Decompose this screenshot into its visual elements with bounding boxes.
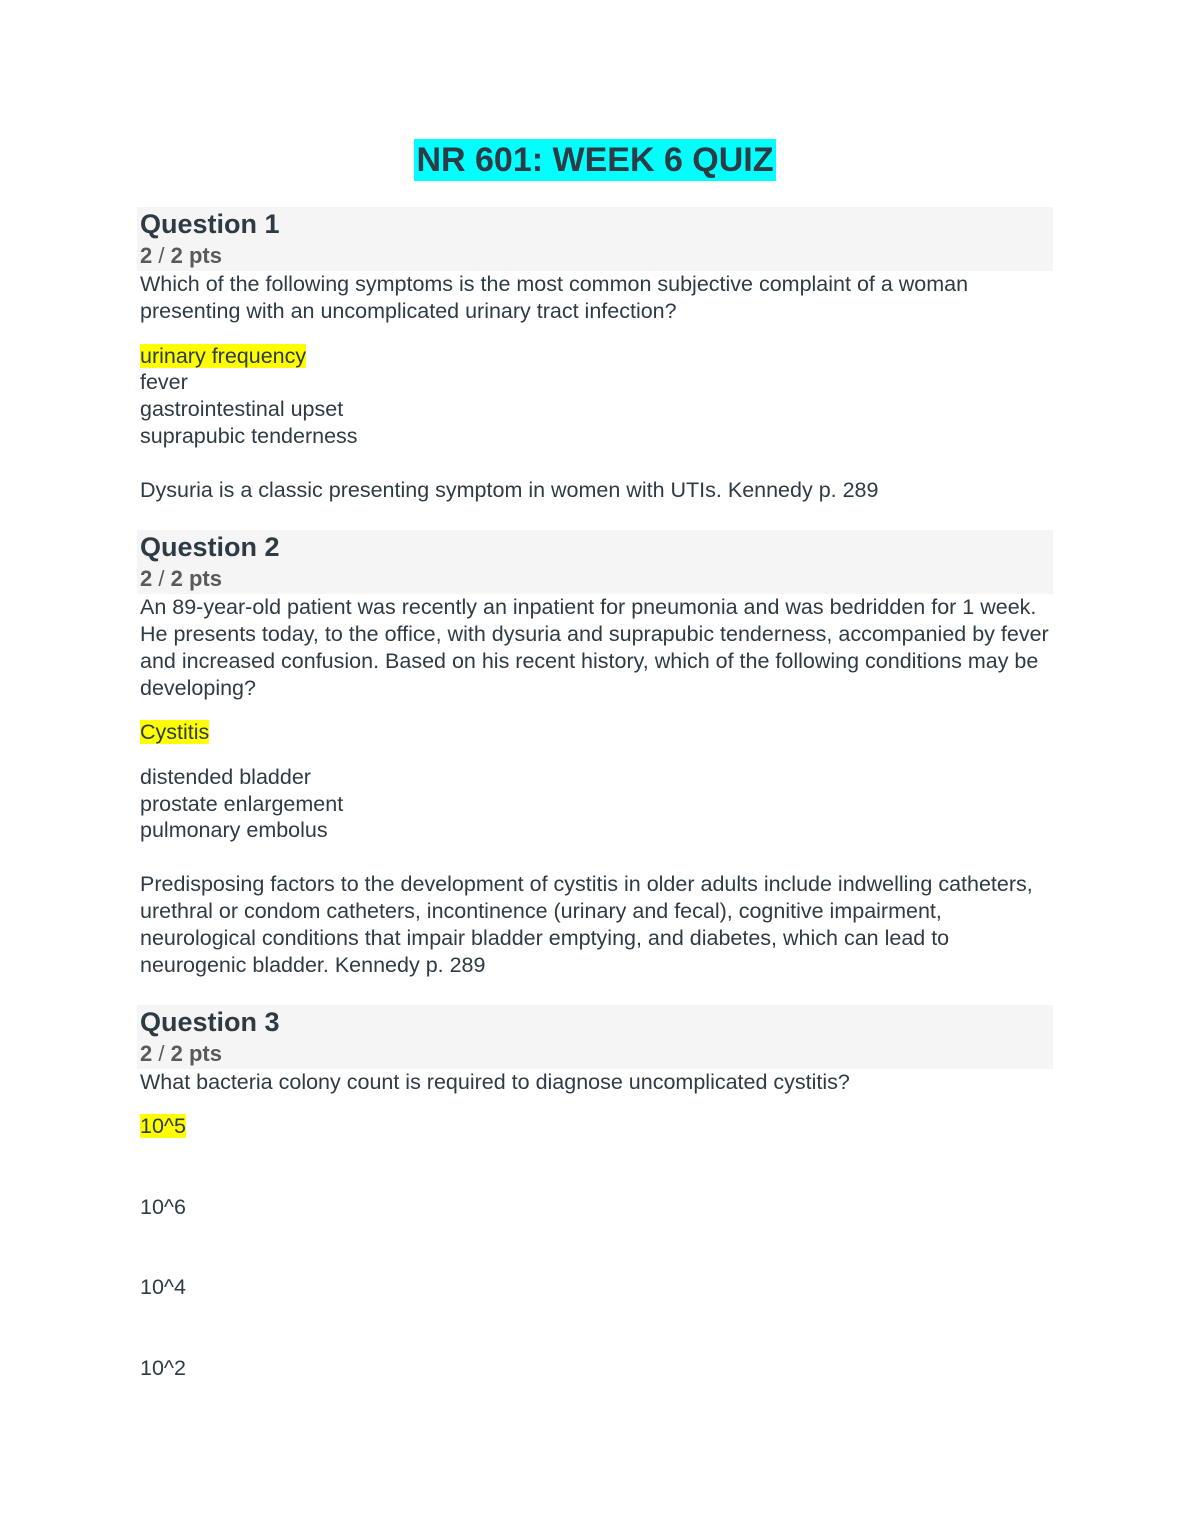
question-1-total: 2 pts bbox=[170, 243, 222, 268]
question-3-points bbox=[140, 1040, 222, 1067]
question-3-header bbox=[137, 1005, 1053, 1069]
question-3-answer-2: 10^6 bbox=[140, 1195, 186, 1219]
question-1-points-separator: / bbox=[152, 243, 171, 268]
question-1-title: Question 1 bbox=[140, 209, 280, 239]
question-3-answer-3: 10^4 bbox=[140, 1275, 186, 1299]
question-1-answer-2: fever bbox=[140, 370, 188, 394]
question-2-answer-3: prostate enlargement bbox=[140, 792, 344, 816]
question-1-answer-4: suprapubic tenderness bbox=[140, 424, 358, 448]
question-2-points bbox=[140, 565, 222, 592]
question-1-answer-3: gastrointestinal upset bbox=[140, 397, 344, 421]
question-2-answer-4: pulmonary embolus bbox=[140, 818, 328, 842]
correct-answer-highlight: Cystitis bbox=[140, 720, 210, 744]
question-2-answer-2: distended bladder bbox=[140, 765, 311, 789]
question-3-total: 2 pts bbox=[170, 1041, 222, 1066]
question-3-points-separator: / bbox=[152, 1041, 171, 1066]
correct-answer-highlight: 10^5 bbox=[140, 1114, 186, 1138]
question-2-title: Question 2 bbox=[140, 532, 280, 562]
correct-answer-highlight: urinary frequency bbox=[140, 344, 307, 368]
question-2-prompt: An 89-year-old patient was recently an inpatient for pneumonia and was bedridden for 1 week. He presents today, to the office, with dysuria and suprapubic tenderness, accompanied by fever and increased confusion. Based on his recent history, which of the following conditions may be developing? bbox=[140, 595, 1049, 700]
question-2-explanation: Predisposing factors to the development of cystitis in older adults include indwelling catheters, urethral or condom catheters, incontinence (urinary and fecal), cognitive impairment, neurological conditions that impair bladder emptying, and diabetes, which can lead to neurogenic bladder. Kennedy p. 289 bbox=[140, 872, 1033, 977]
question-3-answer-1 bbox=[140, 1113, 186, 1140]
question-1-prompt: Which of the following symptoms is the most common subjective complaint of a woman presenting with an uncomplicated urinary tract infection? bbox=[140, 272, 969, 323]
question-2-answer-1 bbox=[140, 719, 209, 746]
question-1-points bbox=[140, 242, 222, 269]
question-3-score: 2 bbox=[140, 1041, 153, 1066]
question-3-title: Question 3 bbox=[140, 1007, 280, 1037]
question-3-answer-4: 10^2 bbox=[140, 1356, 186, 1380]
question-1-score: 2 bbox=[140, 243, 153, 268]
question-1-header bbox=[137, 207, 1053, 271]
question-2-header bbox=[137, 530, 1053, 594]
question-3-prompt: What bacteria colony count is required to diagnose uncomplicated cystitis? bbox=[140, 1070, 850, 1094]
title-wrap bbox=[0, 139, 1190, 181]
question-2-score: 2 bbox=[140, 566, 153, 591]
page-title: NR 601: WEEK 6 QUIZ bbox=[416, 141, 774, 179]
question-1-explanation: Dysuria is a classic presenting symptom in women with UTIs. Kennedy p. 289 bbox=[140, 478, 879, 502]
question-2-total: 2 pts bbox=[170, 566, 222, 591]
question-1-answer-1 bbox=[140, 343, 306, 370]
question-2-points-separator: / bbox=[152, 566, 171, 591]
